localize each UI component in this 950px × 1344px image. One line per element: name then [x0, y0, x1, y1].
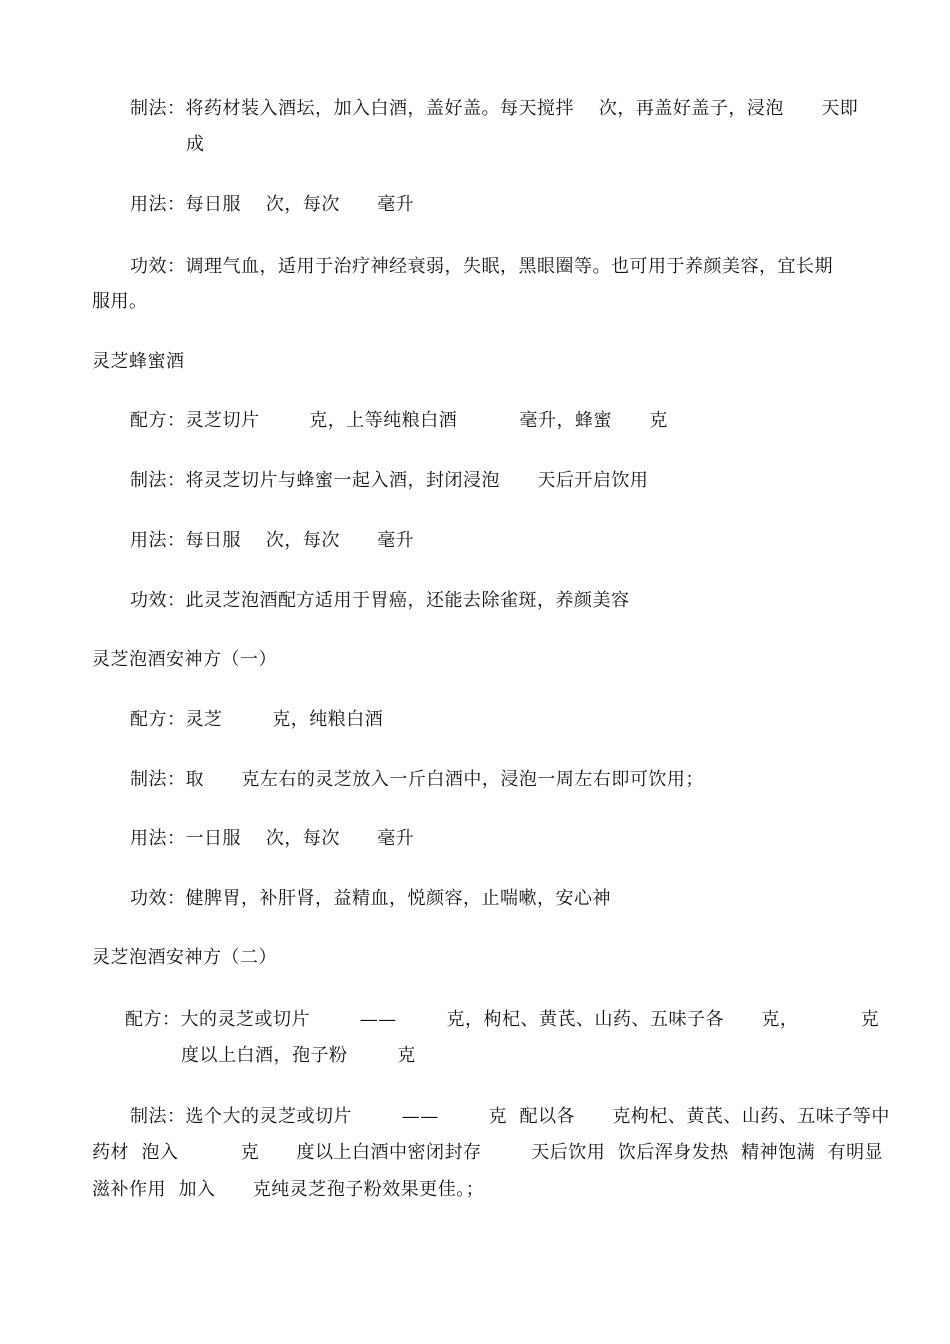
paragraph-line: 制法：将药材装入酒坛，加入白酒，盖好盖。每天搅拌 次，再盖好盖子，浸泡 天即: [130, 98, 859, 119]
paragraph-line: 配方：大的灵芝或切片 —— 克，枸杞、黄芪、山药、五味子各 克， 克: [125, 1009, 880, 1030]
paragraph-line: 用法：一日服 次，每次 毫升: [130, 828, 415, 849]
paragraph-line: 功效：此灵芝泡酒配方适用于胃癌，还能去除雀斑，养颜美容: [130, 590, 630, 611]
paragraph-line: 制法：取 克左右的灵芝放入一斤白酒中，浸泡一周左右即可饮用；: [130, 769, 704, 790]
paragraph-line: 成: [186, 134, 205, 155]
paragraph-line: 度以上白酒，孢子粉 克: [181, 1045, 416, 1066]
paragraph-line: 配方：灵芝切片 克，上等纯粮白酒 毫升，蜂蜜 克: [130, 410, 668, 431]
paragraph-line: 配方：灵芝 克，纯粮白酒: [130, 709, 384, 730]
paragraph-line: 服用。: [92, 291, 148, 312]
paragraph-line: 药材 泡入 克 度以上白酒中密闭封存 天后饮用 饮后浑身发热 精神饱满 有明显: [92, 1142, 884, 1163]
section-heading: 灵芝蜂蜜酒: [92, 351, 185, 372]
paragraph-line: 滋补作用 加入 克纯灵芝孢子粉效果更佳。；: [92, 1179, 485, 1200]
paragraph-line: 用法：每日服 次，每次 毫升: [130, 194, 415, 215]
paragraph-line: 功效：调理气血，适用于治疗神经衰弱，失眠，黑眼圈等。也可用于养颜美容，宜长期: [130, 256, 833, 277]
paragraph-line: 功效：健脾胃，补肝肾，益精血，悦颜容，止喘嗽，安心神: [130, 888, 611, 909]
paragraph-line: 制法：选个大的灵芝或切片 —— 克 配以各 克枸杞、黄芪、山药、五味子等中: [130, 1106, 890, 1127]
paragraph-line: 制法：将灵芝切片与蜂蜜一起入酒，封闭浸泡 天后开启饮用: [130, 470, 649, 491]
section-heading: 灵芝泡酒安神方（一）: [92, 649, 277, 670]
section-heading: 灵芝泡酒安神方（二）: [92, 947, 277, 968]
paragraph-line: 用法：每日服 次，每次 毫升: [130, 530, 415, 551]
